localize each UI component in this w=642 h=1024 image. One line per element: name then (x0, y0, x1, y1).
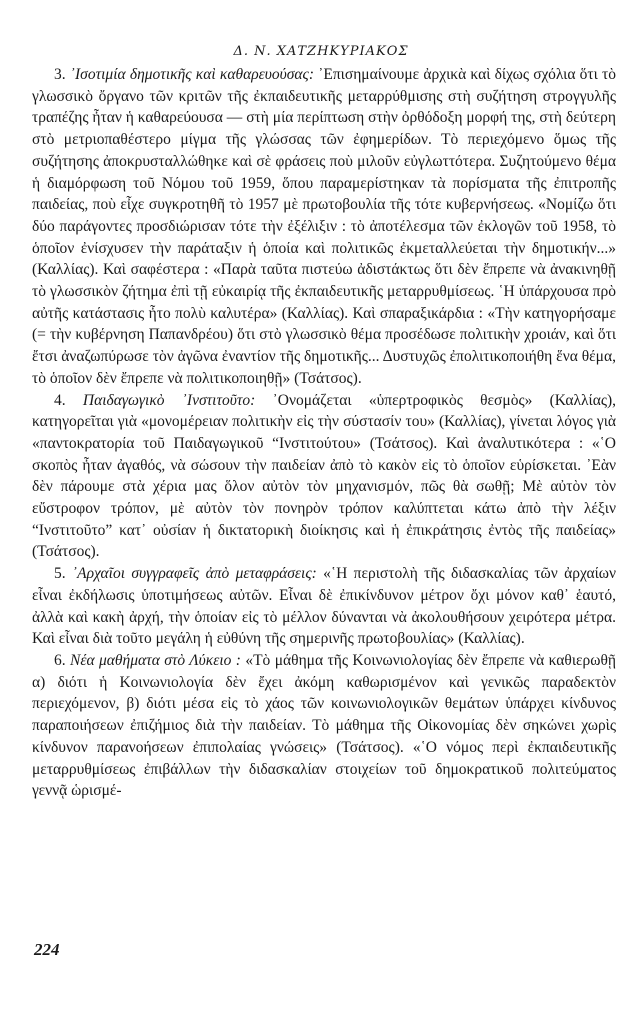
section-3-number: 3. (54, 66, 66, 83)
section-5-title: ᾿Αρχαῖοι συγγραφεῖς ἀπὸ μεταφράσεις: (71, 565, 317, 583)
section-4-paragraph (32, 390, 616, 564)
body-text (32, 64, 616, 802)
section-6-title: Νέα μαθήματα στὸ Λύκειο : (70, 651, 241, 669)
section-4-number: 4. (54, 391, 66, 409)
section-3-paragraph (32, 64, 616, 390)
section-4-text: ᾿Ονομάζεται «ὑπερτροφικὸς θεσμὸς» (Καλλίας), κατηγορεῖται γιὰ «μονομέρειαν πολιτικὴν εἰς τὴν σύστασίν του» (Καλλίας), γίνεται λόγος γιὰ «παντοκρατορία τοῦ Παιδαγωγικοῦ “Ινστιτούτου» (Τσάτσος). Καὶ ἀναλυτικότερα : «῾Ο σκοπὸς ἦταν ἀγαθός, νὰ σώσουν τὴν παιδείαν ἀπὸ τὸ κακὸν εἰς τὸ ὁποῖον εὑρίσκεται. ᾿Εὰν δὲν πάρουμε στὰ χέρια μας ὅλον αὐτὸν τὸν μηχανισμόν, πῶς θὰ σωθῇ; Μὲ αὐτὸν τὸν εὔστροφον τρόπον, μὲ αὐτὸν τὸν πονηρὸν τρόπον καλύπτεται κάτω ἀπὸ τὴν λέξιν “Ινστιτοῦτο” κατ᾿ οὐσίαν ἡ δικτατορικὴ διοίκησις καὶ ἡ ἐπικράτησις ἐντὸς τῆς παιδείας» (Τσάτσος). (32, 391, 616, 561)
section-6-paragraph (32, 650, 616, 802)
section-4-title: Παιδαγωγικὸ ᾿Ινστιτοῦτο: (82, 391, 256, 409)
section-6-number: 6. (54, 651, 66, 669)
running-header: Δ. Ν. ΧΑΤΖΗΚΥΡΙΑΚΟΣ (233, 44, 409, 59)
section-5-text: «῾Η περιστολὴ τῆς διδασκαλίας τῶν ἀρχαίων εἶναι ἐκδήλωσις ὑποτιμήσεως αὐτῶν. Εἶναι δὲ ἐπικίνδυνον μέτρον ὄχι μόνον καθ᾿ ἑαυτό, ἀλλὰ καὶ κακὴ ἀρχή, τὴν ὁποίαν εἰς τὸ μέλλον δύνανται νὰ ἀκολουθήσουν χειρότερα μέτρα. Καὶ εἶναι διὰ τοῦτο μεγάλη ἡ εὐθύνη τῆς σημερινῆς πρωτοβουλίας» (Καλλίας). (32, 565, 617, 648)
section-3-text: ᾿Επισημαίνουμε ἀρχικὰ καὶ δίχως σχόλια ὅτι τὸ γλωσσικὸ ὄργανο τῶν κριτῶν τῆς ἐκπαιδευτικῆς μεταρρύθμισης στὴ συζήτηση στρογγυλῆς τραπέζης ἦταν ἡ καθαρεύουσα — στὴ μία περίπτωση στὴν ὀρθόδοξη μορφή της, στὴ δεύτερη στὸ μετριοπαθέστερο μίγμα τῆς γλώσσας τῶν ἐφημερίδων. Τὸ περιεχόμενο ὅμως τῆς συζήτησης ἀποκρυσταλλώθηκε καὶ σὲ φράσεις ποὺ μιλοῦν εὐγλωττότερα. Συζητούμενο θέμα ἡ διαμόρφωση τοῦ Νόμου τοῦ 1959, ὅπου παραμερίστηκαν τὰ πορίσματα τῆς ἐπιτροπῆς παιδείας, ποὺ εἶχε συγκροτηθῆ τὸ 1957 μὲ πρωτοβουλία τῆς τότε κυβερνήσεως. «Νομίζω ὅτι δύο παράγοντες προσδιώρισαν τότε τὴν ἐξέλιξιν : τὸ ἀποτέλεσμα τῶν ἐκλογῶν τοῦ 1958, τὸ ὁποῖον ἐνίσχυσεν τὴν παράταξιν ἡ ὁποία καὶ πολιτικῶς ἐκμεταλλεύεται τὴν δημοτικήν...» (Καλλίας). Καὶ σαφέστερα : «Παρὰ ταῦτα πιστεύω ἀδιστάκτως ὅτι δὲν ἔπρεπε νὰ ἀνακινηθῇ τὸ γλωσσικὸν ζήτημα ἐπὶ τῇ εὐκαιρίᾳ τῆς ἐκπαιδευτικῆς μεταρρυθμίσεως. ῾Η ὑπάρχουσα πρὸ αὐτῆς κατάστασις ἦτο πολὺ καλυτέρα» (Καλλίας). Καὶ σπαραξικάρδια : «Τὴν κατηγορήσαμε (= τὴν κυβέρνηση Παπανδρέου) ὅτι στὸ γλωσσικὸ θέμα προσέδωσε πολιτικὴν χροιάν, καὶ ὅτι ἔτσι ἀναζωπύρωσε τὸν ἀγῶνα ἐναντίον τῆς δημοτικῆς... Δυστυχῶς ἐπολιτικοποιήθη ἕνα θέμα, τὸ ὁποῖον δὲν ἔπρεπε νὰ πολιτικοποιηθῇ» (Τσάτσος). (32, 66, 617, 387)
section-3-title: ᾿Ισοτιμία δημοτικῆς καὶ καθαρευούσας: (69, 66, 314, 83)
section-5-number: 5. (54, 565, 66, 583)
section-6-text: «Τὸ μάθημα τῆς Κοινωνιολογίας δὲν ἔπρεπε νὰ καθιερωθῇ α) διότι ἡ Κοινωνιολογία δὲν ἔχει ἀκόμη καθωρισμένον καὶ γενικῶς παραδεκτὸν περιεχόμενον, β) διότι μέσα εἰς τὸ χάος τῶν κοινωνιολογικῶν θεμάτων ὑπάρχει κίνδυνος παραποιήσεων ἐπιζήμιος διὰ τὴν παιδείαν. Τὸ μάθημα τῆς Οἰκονομίας δὲν σηκώνει χωρὶς κίνδυνον παρανοήσεων ἐπιπολαίας γνώσεις» (Τσάτσος). «῾Ο νόμος περὶ ἐκπαιδευτικῆς μεταρρυθμίσεως ἐπιβάλλων τὴν διδασκαλίαν στοιχείων τοῦ δημοκρατικοῦ πολιτεύματος γεννᾷ ὡρισμέ- (32, 651, 617, 800)
section-5-paragraph (32, 563, 616, 650)
page-number: 224 (34, 940, 60, 959)
